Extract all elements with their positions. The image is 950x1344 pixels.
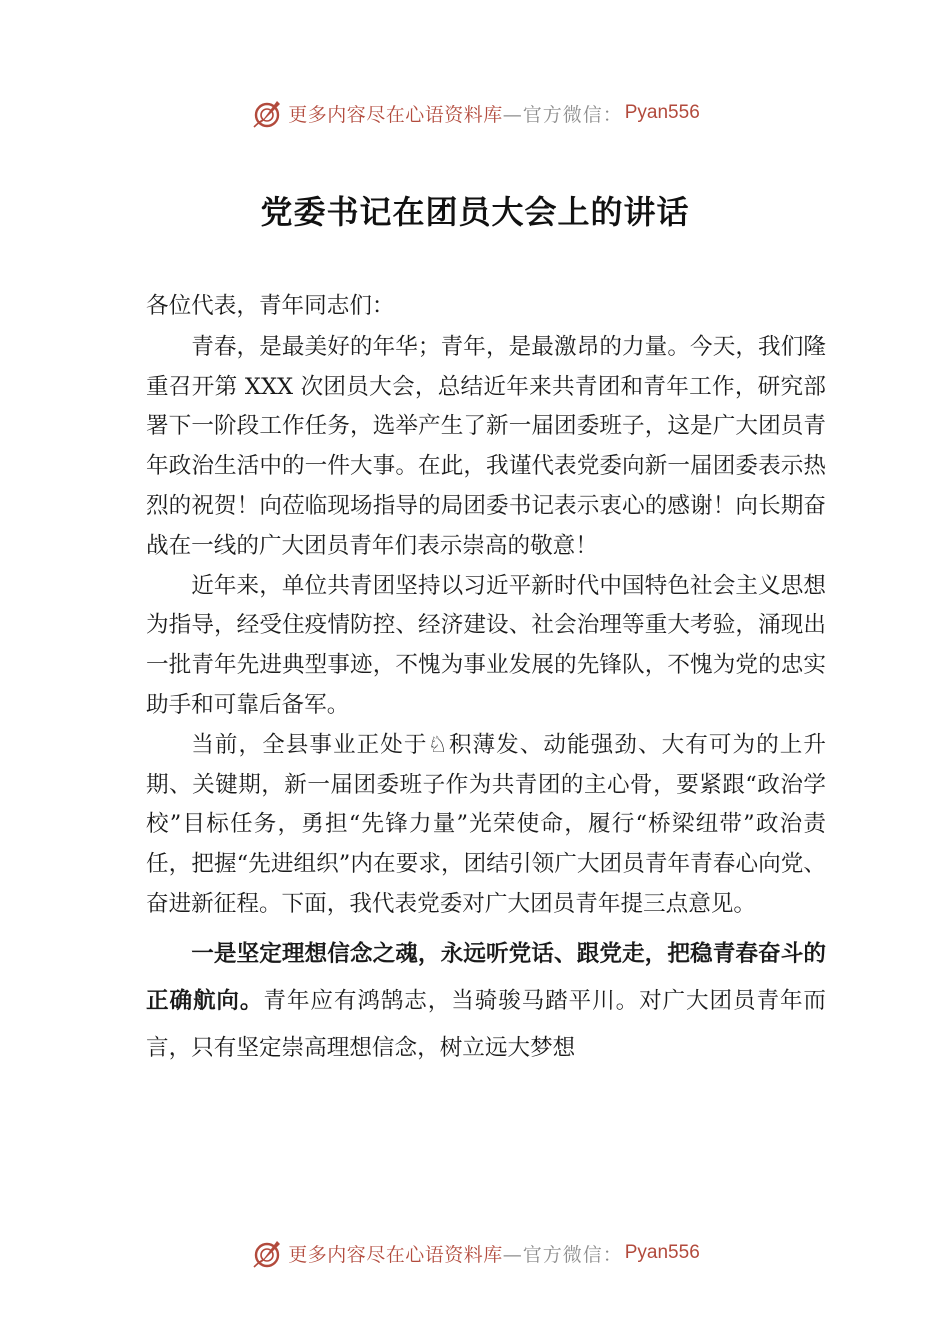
banner-brand-text: 更多内容尽在心语资料库 [288, 1243, 503, 1266]
paragraph-4-text: 青年应有鸿鹄志，当骑骏马踏平川。对广大团员青年而言，只有坚定崇高理想信念，树立远大梦想 [146, 987, 827, 1061]
footer-watermark-banner [0, 1233, 950, 1273]
paragraph-4 [146, 931, 826, 1072]
banner-dash-text: —官方微信： [502, 1243, 623, 1266]
paragraph-1: 青春，是最美好的年华；青年，是最激昂的力量。今天，我们隆重召开第 XXX 次团员大会，总结近年来共青团和青年工作，研究部署下一阶段工作任务，选举产生了新一届团委班子，这是广大团员青年政治生活中的一件大事。在此，我谨代表党委向新一届团委表示热烈的祝贺！向莅临现场指导的局团委书记表示衷心的感谢！向长期奋战在一线的广大团员青年们表示崇高的敬意！ [146, 333, 826, 559]
paragraph-2: 近年来，单位共青团坚持以习近平新时代中国特色社会主义思想为指导，经受住疫情防控、经济建设、社会治理等重大考验，涌现出一批青年先进典型事迹，不愧为事业发展的先锋队，不愧为党的忠实助手和可靠后备军。 [146, 572, 826, 718]
document-title: 党委书记在团员大会上的讲话 [260, 193, 690, 231]
banner-wechat-id: Pyan556 [624, 102, 700, 123]
paragraph-4-heading: 一是坚定理想信念之魂，永远听党话、跟党走，把稳青春奋斗的正确航向。 [146, 940, 826, 1014]
salutation: 各位代表，青年同志们： [146, 293, 395, 319]
banner-wechat-id: Pyan556 [624, 1242, 700, 1263]
quill-pen-logo-icon [250, 1236, 284, 1270]
quill-pen-logo-icon [250, 96, 284, 130]
document-body [146, 287, 826, 1072]
header-watermark-banner [0, 93, 950, 133]
banner-dash-text: —官方微信： [502, 103, 623, 126]
banner-brand-text: 更多内容尽在心语资料库 [288, 103, 503, 126]
paragraph-3: 当前，全县事业正处于♘积薄发、动能强劲、大有可为的上升期、关键期，新一届团委班子作为共青团的主心骨，要紧跟“政治学校”目标任务，勇担“先锋力量”光荣使命，履行“桥梁纽带”政治责任，把握“先进组织”内在要求，团结引领广大团员青年青春心向党、奋进新征程。下面，我代表党委对广大团员青年提三点意见。 [146, 731, 826, 917]
